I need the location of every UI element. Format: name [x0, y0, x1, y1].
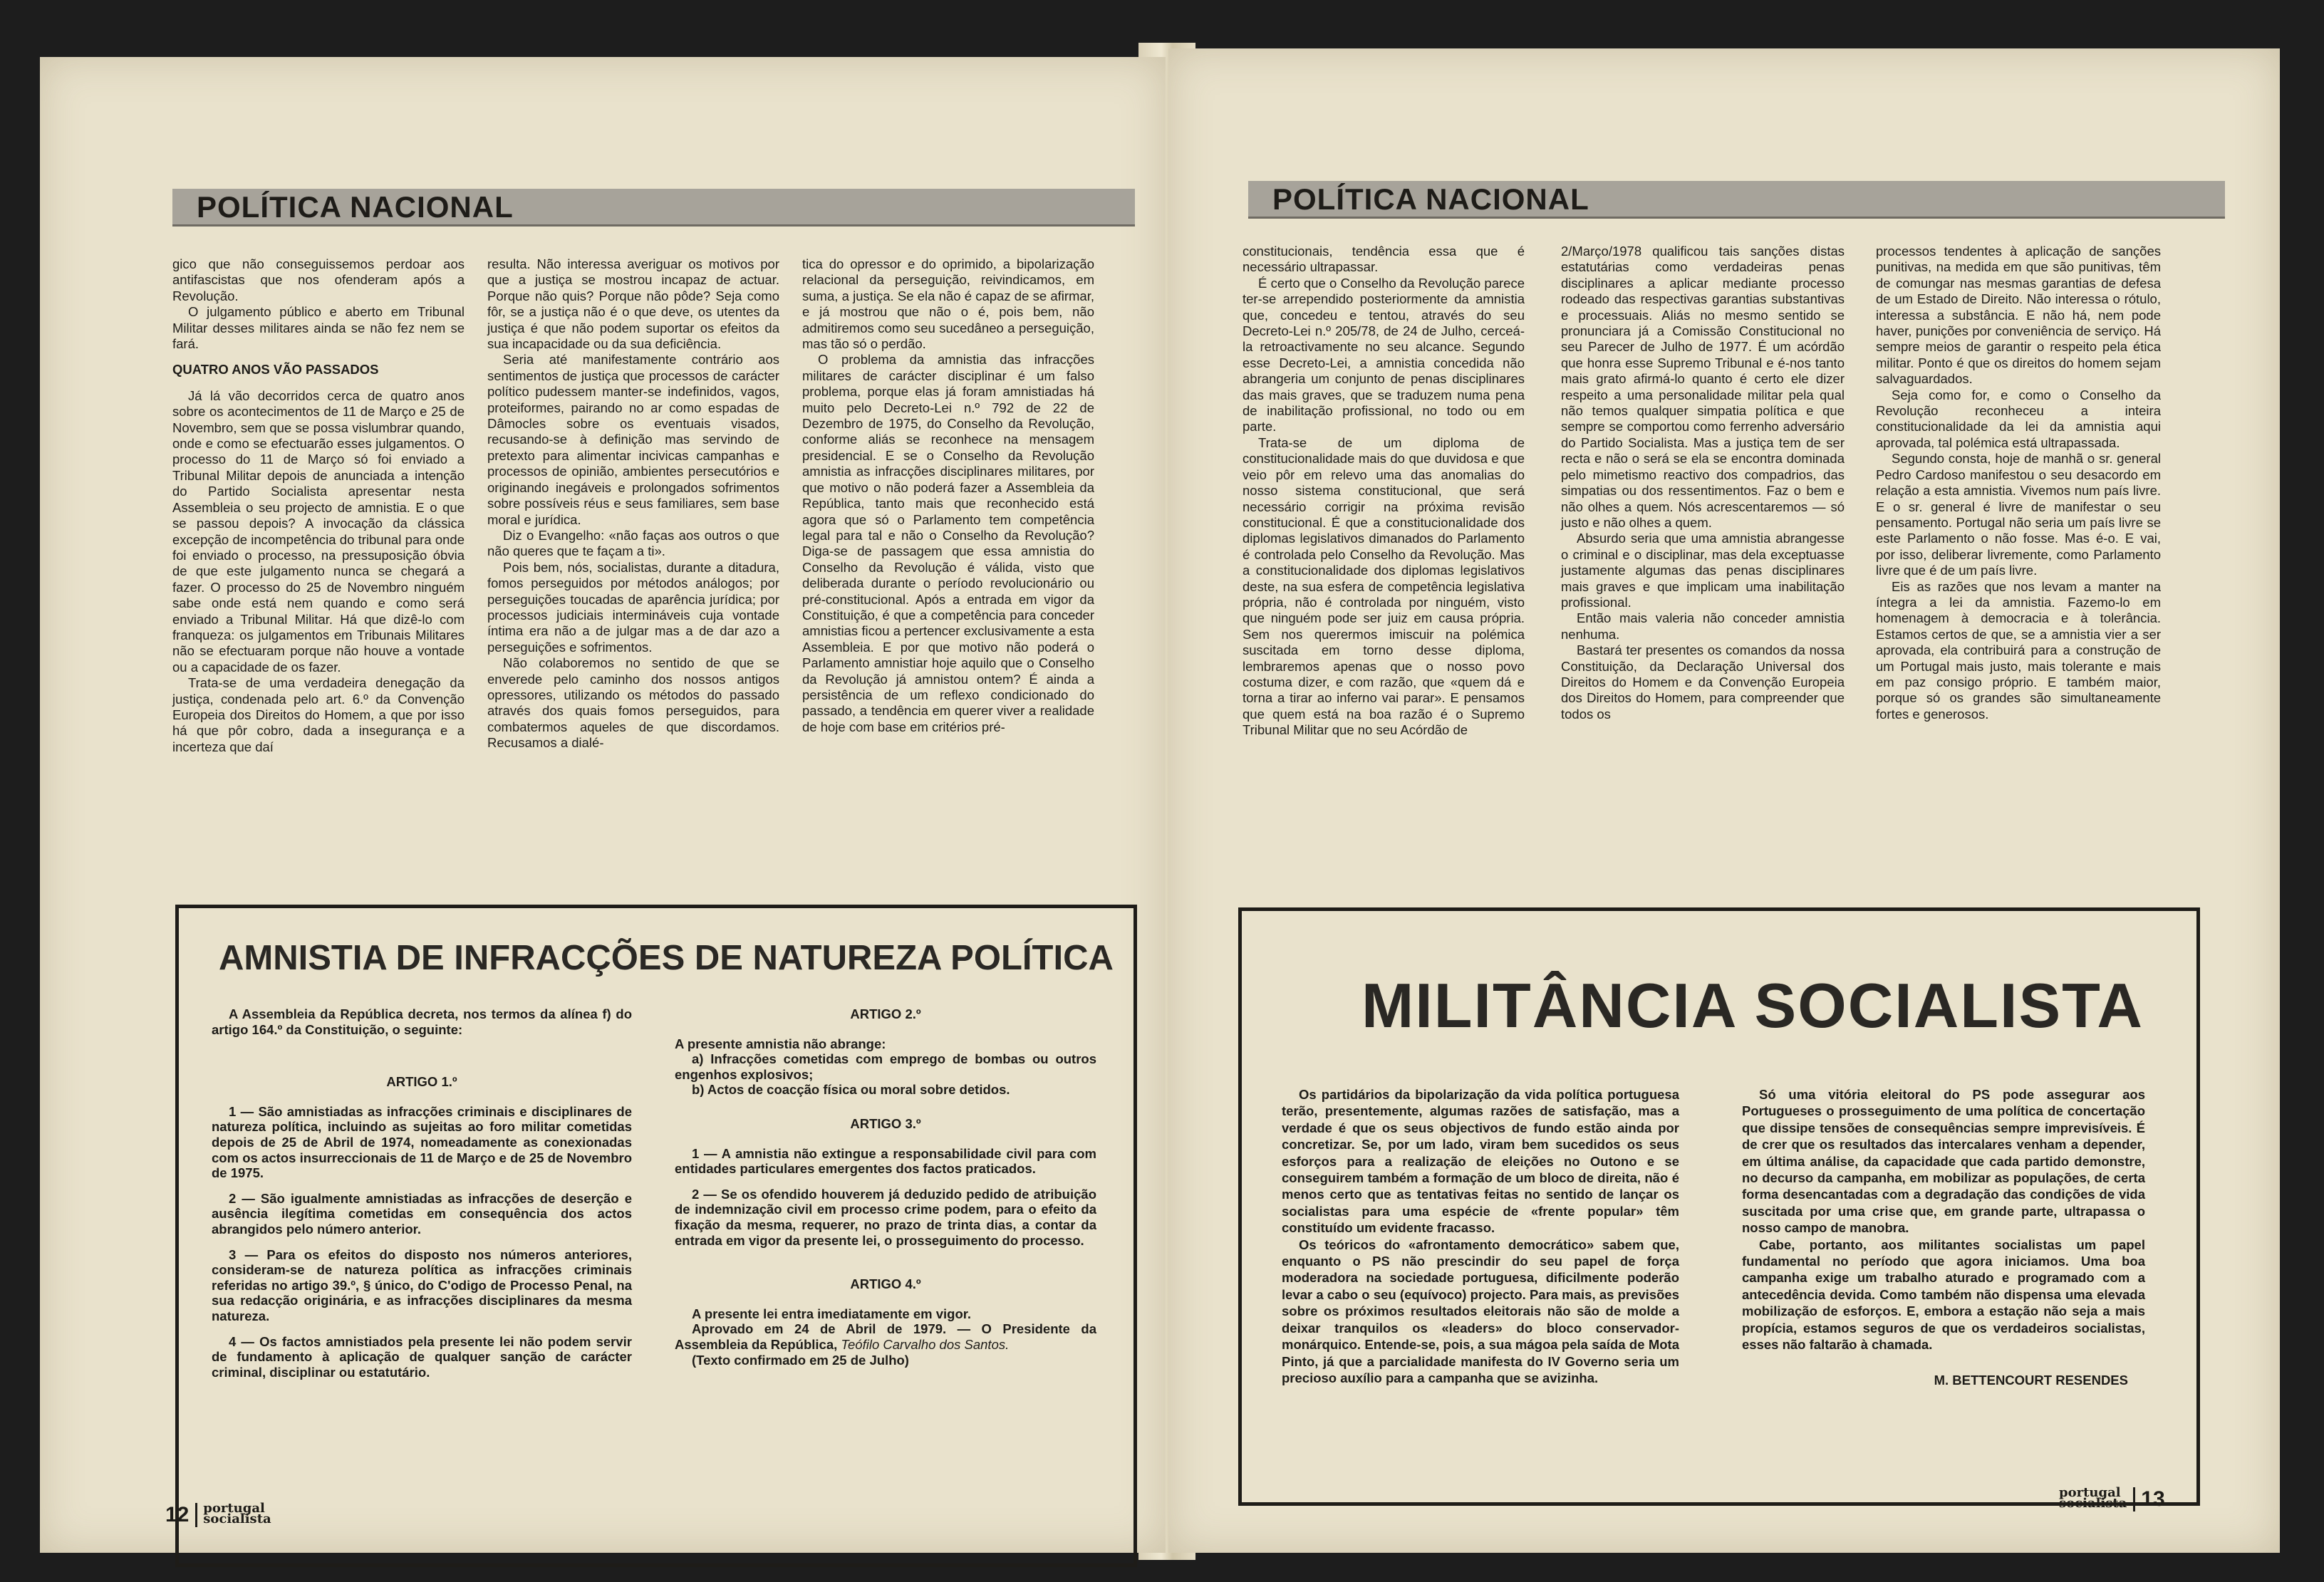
law-paragraph: A presente amnistia não abrange: — [675, 1036, 886, 1051]
paragraph: Então mais valeria não conceder amnistia nenhuma. — [1561, 610, 1845, 642]
paragraph: Trata-se de uma verdadeira denegação da justiça, condenada pelo art. 6.º da Convenção Europeia dos Direitos do Homem, a que por isso há que pôr cobro, dada a insegurança e a incerteza que daí — [172, 675, 465, 754]
paragraph: gico que não conseguissemos perdoar aos antifascistas que nos ofenderam após a Revolução. — [172, 256, 465, 303]
law-intro: A Assembleia da República decreta, nos termos da alínea f) do artigo 164.º da Constituição, o seguinte: — [212, 1006, 632, 1037]
article-column-2 — [487, 256, 779, 751]
law-paragraph: 2 — São igualmente amnistiadas as infracções de deserção e ausência ilegítima cometidas em consequência dos actos abrangidos pelo número anterior. — [212, 1190, 632, 1237]
subheading: QUATRO ANOS VÃO PASSADOS — [172, 362, 379, 378]
law-paragraph: (Texto confirmado em 25 de Julho) — [692, 1352, 909, 1368]
right-page — [1168, 48, 2280, 1553]
paragraph: Seria até manifestamente contrário aos sentimentos de justiça que processos de carácter político pudessem manter-se indefinidos, vagos, proteiformes, pairando no ar como espadas de Dâmocles sobre os eventuais visados, recusando-se à definição mas servindo de pretexto para alimentar incivicas campanhas e processos de opinião, ambientes persecutórios e originando inegáveis e prolongados sofrimentos sobre possíveis réus e seus familiares, sem base moral e jurídica. — [487, 352, 779, 527]
militancia-box — [1238, 907, 2200, 1506]
section-header — [172, 189, 1135, 227]
amnesty-law-box — [175, 905, 1137, 1567]
law-paragraph: 3 — Para os efeitos do disposto nos números anteriores, consideram-se de natureza política as infracções criminais referidas no artigo 39.º, § único, do C'odigo de Processo Penal, na sua redacção originária, e as infracções disciplinares da mesma natureza. — [212, 1247, 632, 1323]
paragraph: Segundo consta, hoje de manhã o sr. general Pedro Cardoso manifestou o seu desacordo em relação a esta amnistia. Vivemos num país livre. E o sr. general é livre de manifestar o seu pensamento. Portugal não seria um país livre se este Parlamento o não fosse. Mas é-o. E vai, por isso, deliberar livremente, como Parlamento livre que é de um país livre. — [1876, 451, 2161, 578]
magazine-logo: portugal socialista — [2059, 1485, 2127, 1511]
paragraph: O problema da amnistia das infracções militares de carácter disciplinar é um falso problema, porque elas já foram amnistiadas há muito pelo Decreto-Lei n.º 792 de 22 de Dezembro de 1975, do Conselho da Revolução, conforme aliás se reconhece na mensagem presidencial. E se o Conselho da Revolução amnistia as infracções disciplinares militares, por que motivo o não poderá fazer a Assembleia da República, tanto mais que reconhecido está agora que só o Parlamento tem competência legal para tal e não o Conselho da Revolução? Diga-se de passagem que essa amnistia do Conselho da Revolução é válida, visto que deliberada durante o período revolucionário ou pré-constitucional. Após a entrada em vigor da Constituição, é que a competência para conceder amnistias ficou a pertencer exclusivamente a esta Assembleia. E por que motivo não poderá o Parlamento amnistiar hoje aquilo que o Conselho da Revolução já amnistou ontem? É ainda a persistência de um reflexo condicionado do passado, a tendência em querer viver a realidade de hoje com base em critérios pré- — [802, 352, 1094, 734]
law-paragraph: A presente lei entra imediatamente em vigor. — [692, 1306, 972, 1321]
box-title: MILITÂNCIA SOCIALISTA — [1361, 970, 2144, 1041]
page-number: 12 — [165, 1503, 190, 1526]
article-heading: ARTIGO 3.º — [850, 1115, 921, 1131]
paragraph: É certo que o Conselho da Revolução parece ter-se arrependido posteriormente da amnistia que, concedeu e tentou, através do seu Decreto-Lei n.º 205/78, de 24 de Julho, cerceá-la retroactivamente no seu alcance. Segundo esse Decreto-Lei, a amnistia concedida não abrangeria um conjunto de penas disciplinares das mais graves, que se traduzem numa pena de inabilitação profissional, no todo ou em parte. — [1243, 275, 1525, 434]
page-footer — [2059, 1487, 2165, 1511]
paragraph: Seja como for, e como o Conselho da Revolução reconheceu a inteira constitucionalidade da lei da amnistia aqui aprovada, tal polémica está ultrapassada. — [1876, 387, 2161, 450]
page-number: 13 — [2141, 1487, 2165, 1511]
section-title: POLÍTICA NACIONAL — [197, 190, 514, 224]
paragraph: processos tendentes à aplicação de sanções punitivas, na medida em que são punitivas, têm de comungar nas mesmas garantias de defesa de um Estado de Direito. Não interessa o rótulo, interessa a substância. E não há, nem pode haver, punições por conveniência de serviço. Há sempre meios de garantir o respeito pela ética militar. Ponto é que os direitos do homem sejam salvaguardados. — [1876, 244, 2161, 387]
paragraph: Não colaboremos no sentido de que se enverede pelo caminho dos nossos antigos opressores, utilizando os métodos do passado através dos quais fomos perseguidos, para combatermos aqueles de que discordamos. Recusamos a dialé- — [487, 655, 779, 751]
paragraph: constitucionais, tendência essa que é necessário ultrapassar. — [1243, 244, 1525, 275]
article-column-3 — [1876, 244, 2161, 722]
box-title: AMNISTIA DE INFRACÇÕES DE NATUREZA POLÍTICA — [219, 939, 1114, 977]
law-paragraph — [675, 1321, 1096, 1352]
paragraph: Eis as razões que nos levam a manter na íntegra a lei da amnistia. Fazemo-lo em homenagem à democracia e à tolerância. Estamos certos de que, se a amnistia vier a ser aprovada, ela contribuirá para a construção de um Portugal mais justo, mais tolerante e mais em paz consigo próprio. E também maior, porque só os grandes são simultaneamente fortes e generosos. — [1876, 578, 2161, 722]
law-paragraph: 1 — A amnistia não extingue a responsabilidade civil para com entidades particulares emergentes dos factos praticados. — [675, 1145, 1096, 1177]
paragraph: O julgamento público e aberto em Tribunal Militar desses militares ainda se não fez nem se fará. — [172, 304, 465, 352]
paragraph: 2/Março/1978 qualificou tais sanções distas estatutárias como verdadeiras penas disciplinares a aplicar mediante processo rodeado das respectivas garantias substantivas e processuais. Aliás no mesmo sentido se pronunciara já a Comissão Constitucional no seu Parecer de Julho de 1977. É um acórdão que honra esse Supremo Tribunal e é-nos tanto mais grato afirmá-lo quanto é certo ele dizer respeito a uma personalidade militar pela qual não temos qualquer simpatia política e que sempre se comportou como ferrenho adversário do Partido Socialista. Mas a justiça tem de ser recta e não o será se ela se encontra dominada pelo mimetismo reactivo dos compadrios, das simpatias ou dos ressentimentos. Faz o bem e não olhes a quem. Nós acrescentaremos — só justo e não olhes a quem. — [1561, 244, 1845, 530]
paragraph: tica do opressor e do oprimido, a bipolarização relacional da perseguição, reivindicamos, em suma, a justiça. Se ela não é capaz de se afirmar, e já mostrou que não o é, pois bem, não admitiremos como seu sucedâneo a perseguição, mas tão só o perdão. — [802, 256, 1094, 352]
paragraph: Pois bem, nós, socialistas, durante a ditadura, fomos perseguidos por métodos análogos; por perseguições toucadas de aparência jurídica; por processos judiciais intermináveis cuja vontade íntima era não a de julgar mas a de dar azo a perseguições e sofrimentos. — [487, 559, 779, 655]
paragraph: Diz o Evangelho: «não faças aos outros o que não queres que te façam a ti». — [487, 527, 779, 559]
law-paragraph: b) Actos de coacção física ou moral sobre detidos. — [692, 1082, 1010, 1098]
law-paragraph: 4 — Os factos amnistiados pela presente lei não podem servir de fundamento à aplicação de qualquer sanção de carácter criminal, disciplinar ou estatutário. — [212, 1333, 632, 1380]
article-heading: ARTIGO 1.º — [386, 1074, 457, 1090]
law-column-left — [212, 1006, 632, 1390]
article-column-3 — [802, 256, 1094, 735]
paragraph: Absurdo seria que uma amnistia abrangesse o criminal e o disciplinar, mas dela exceptuasse justamente algumas das penas disciplinares mais graves e que implicam uma inabilitação profissional. — [1561, 531, 1845, 610]
law-paragraph: a) Infracções cometidas com emprego de bombas ou outros engenhos explosivos; — [675, 1051, 1096, 1082]
signature: Teófilo Carvalho dos Santos. — [841, 1336, 1010, 1352]
article-column-1 — [172, 256, 465, 755]
paragraph: Só uma vitória eleitoral do PS pode assegurar aos Portugueses o prosseguimento de uma política de concertação que dissipe tensões de consequências sempre imprevisíveis. É de crer que os resultados das intercalares venham a depender, em última análise, da capacidade que cada partido demonstre, no decurso da campanha, em mobilizar as populações, de certa forma desencantadas com a degradação das condições de vida suscitada por uma crise que, em grande parte, ultrapassa o nosso campo de manobra. — [1742, 1087, 2145, 1236]
approval-text: Aprovado em 24 de Abril de 1979. — O Presidente da Assembleia da República, — [675, 1321, 1096, 1352]
law-paragraph: 1 — São amnistiadas as infracções criminais e disciplinares de natureza política, incluindo as sujeitas ao foro militar cometidas depois de 25 de Abril de 1974, nomeadamente as conexionadas com os actos insurreccionais de 11 de Março e de 25 de Novembro de 1975. — [212, 1103, 632, 1181]
paragraph: Os teóricos do «afrontamento democrático» sabem que, enquanto o PS não prescindir do seu papel de força moderadora na sociedade portuguesa, dificilmente poderão levar a cabo o seu (equívoco) projecto. Para mais, as previsões sobre os próximos resultados eleitorais não são de molde a deixar tranquilos os «leaders» do bloco conservador-monárquico. Entende-se, pois, a sua mágoa pela saída de Mota Pinto, já que a parcialidade manifesta do IV Governo seria um precioso auxílio para a campanha que se avizinha. — [1282, 1237, 1679, 1385]
article-heading: ARTIGO 2.º — [850, 1006, 921, 1021]
section-title: POLÍTICA NACIONAL — [1272, 182, 1589, 216]
article-column-1 — [1243, 244, 1525, 739]
page-footer — [165, 1503, 271, 1527]
militancia-column-1 — [1282, 1086, 1679, 1386]
author-byline: M. BETTENCOURT RESENDES — [1934, 1372, 2128, 1388]
section-header — [1248, 181, 2225, 219]
paragraph: Trata-se de um diploma de constitucionalidade mais do que duvidosa e que veio pôr em relevo uma das anomalias do nosso sistema constitucional, que será necessário corrigir na próxima revisão constitucional. É que a constitucionalidade dos diplomas legislativos dimanados do Parlamento é controlada pelo Conselho da Revolução. Mas a constitucionalidade dos diplomas legislativos deste, na sua esfera de competência legislativa própria, não é controlada por ninguém, visto que ninguém pode ser juiz em causa própria. Sem nos querermos imiscuir na polémica suscitada em torno desse diploma, lembraremos apenas que o nosso povo costuma dizer, e com razão, que «quem dá e torna a tirar ao inferno vai parar». E pensamos que quem está na boa razão é o Supremo Tribunal Militar que no seu Acórdão de — [1243, 434, 1525, 738]
article-heading: ARTIGO 4.º — [850, 1276, 921, 1292]
law-column-right — [675, 1006, 1096, 1368]
article-column-2 — [1561, 244, 1845, 722]
paragraph: Já lá vão decorridos cerca de quatro anos sobre os acontecimentos de 11 de Março e 25 de Novembro, sem que se possa vislumbrar quando, onde e como se efectuarão esses julgamentos. O processo do 11 de Março só foi enviado a Tribunal Militar depois de anunciada a intenção do Partido Socialista apresentar nesta Assembleia o seu projecto de amnistia. E o que se passou depois? A invocação da clássica excepção de incompetência do tribunal para onde foi enviado o processo, na pressuposição óbvia de que este julgamento nunca se chegará a fazer. O processo do 25 de Novembro ninguém sabe onde está nem quando e como será enviado a Tribunal Militar. Há que dizê-lo com franqueza: os julgamentos em Tribunais Militares não se efectuaram porque não houve a vontade ou a capacidade de os fazer. — [172, 387, 465, 675]
paragraph: Cabe, portanto, aos militantes socialistas um papel fundamental no período que agora iniciamos. Uma boa campanha exige um trabalho aturado e programado com a antecedência devida. Como também não dispensa uma elevada mobilização de esforços. E, embora a estação não seja a mais propícia, estamos seguros de que os verdadeiros socialistas, esses não faltarão à chamada. — [1742, 1237, 2145, 1353]
paragraph: Bastará ter presentes os comandos da nossa Constituição, da Declaração Universal dos Direitos do Homem e da Convenção Europeia dos Direitos do Homem, para compreender que todos os — [1561, 642, 1845, 722]
left-page — [40, 57, 1166, 1553]
magazine-logo: portugal socialista — [203, 1501, 271, 1526]
militancia-column-2 — [1742, 1086, 2145, 1388]
paragraph: resulta. Não interessa averiguar os motivos por que a justiça se mostrou incapaz de actuar. Porque não quis? Porque não pôde? Seja como fôr, se a justiça não é o que deve, os utentes da justiça é que não podem suportar os efeitos da sua incapacidade ou da sua deficiência. — [487, 256, 779, 352]
paragraph: Os partidários da bipolarização da vida política portuguesa terão, presentemente, algumas razões de satisfação, mas a verdade é que os seus objectivos de fundo estão ainda por concretizar. Se, por um lado, viram bem sucedidos os seus esforços para a realização de eleições no Outono e se conseguirem também a formação de um bloco de direita, não é menos certo que as tentativas feitas no sentido de lançar os socialistas para uma espécie de «frente popular» têm constituído um evidente fracasso. — [1282, 1087, 1679, 1236]
law-paragraph: 2 — Se os ofendido houverem já deduzido pedido de atribuição de indemnização civil em processo crime podem, para o efeito da fixação da mesma, requerer, no prazo de trinta dias, a contar da entrada em vigor da presente lei, o prosseguimento do processo. — [675, 1186, 1096, 1248]
